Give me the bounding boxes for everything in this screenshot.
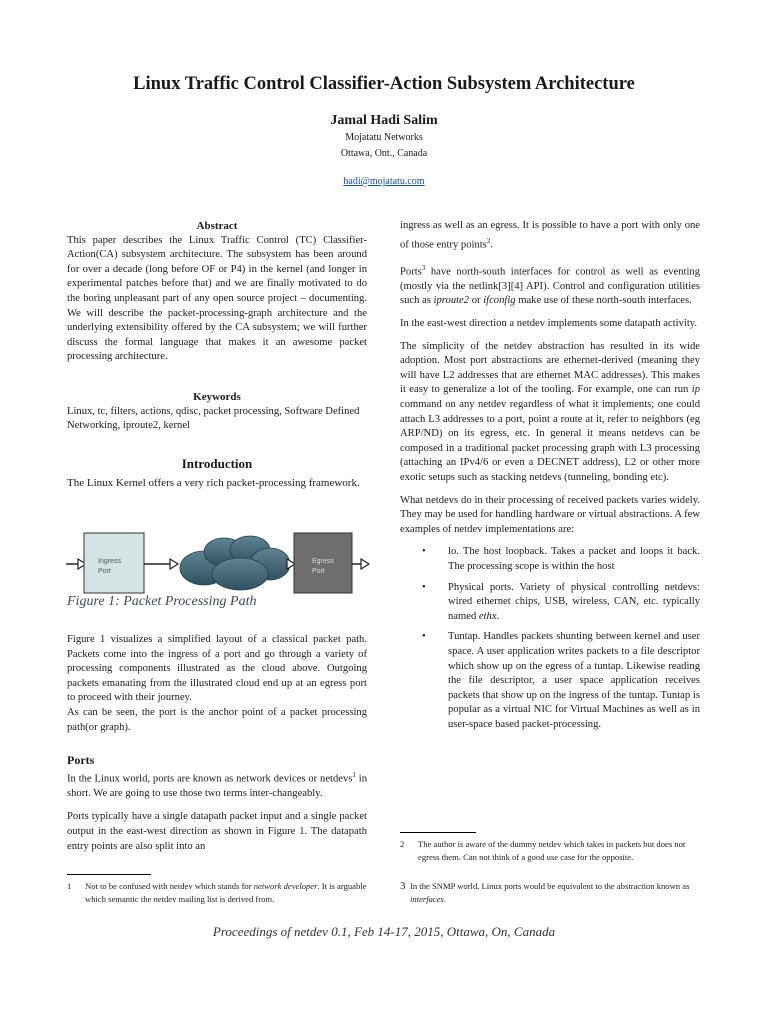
exit-arrow-icon	[352, 559, 369, 569]
bullet-icon: •	[422, 581, 426, 593]
right-paragraph-4: The simplicity of the netdev abstraction has resulted in its wide adoption. Most port abstractions are ethernet-derived (meaning they will have L2 addresses that are ethernet MAC addresses). This makes it easy to generalize a lot of the tooling. For example, one can run ip command on any netdev regardless of what it implements; one could attach L3 addresses to a port, point a route at it, refer to neighbors (eg ARP/ND) on its egress, etc. In general it means netdevs can be composed in a traditional packet processing graph with L3 processing (attaching an IPv4/6 or even a DECNET address), L2 or other more exotic setups such as stacking netdevs (tunneling, bonding etc).	[400, 340, 700, 483]
bullet-icon: •	[422, 546, 426, 558]
keywords-section	[67, 390, 367, 434]
intro-continued	[67, 633, 367, 735]
ports-section	[67, 753, 367, 854]
list-item: • lo. The host loopback. Takes a packet and loops it back. The processing scope is within the host	[422, 545, 700, 574]
right-paragraph-1: ingress as well as an egress. It is possible to have a port with only one of those entry points$^2$.	[400, 220, 700, 251]
bullet-icon: •	[422, 631, 426, 643]
introduction-section	[67, 457, 367, 490]
processing-cloud-icon	[180, 536, 290, 590]
right-paragraph-3: In the east-west direction a netdev implements some datapath activity.	[400, 318, 698, 330]
abstract-heading: Abstract	[196, 220, 238, 232]
anchor-point-paragraph: As can be seen, the port is the anchor point of a packet processing path(or graph).	[67, 706, 367, 733]
ports-paragraph-1: In the Linux world, ports are known as network devices or netdevs$^1$ in short. We are going to use those two terms inter-changeably.	[67, 770, 368, 799]
right-paragraph-5: What netdevs do in their processing of received packets varies widely. They may be used for handling hardware or virtual abstractions. A few examples of netdev implementations are:	[400, 494, 700, 535]
keywords-text: Linux, tc, filters, actions, qdisc, packet processing, Software Defined Networking, iproute2, kernel	[67, 405, 360, 432]
right-paragraph-2: Ports$^3$ have north-south interfaces for control as well as eventing (mostly via the netlink[3][4] API). Control and configuration utilities such as iproute2 or ifconfig make use of these north-south interfaces.	[400, 263, 700, 307]
introduction-paragraph: The Linux Kernel offers a very rich packet-processing framework.	[67, 476, 360, 489]
list-item: • Tuntap. Handles packets shunting between kernel and user space. A user application writes packets to a file descriptor which show up on the egress of a tuntap. Likewise reading the file descriptor, a user space application receives packets that show up on the ingress of the tuntap. Tuntap is popular as a virtual NIC for Virtual Machines as well as in user-space based packet-processing.	[422, 630, 700, 732]
keywords-heading: Keywords	[193, 391, 241, 403]
list-item: • Physical ports. Variety of physical controlling netdevs: wired ethernet chips, USB, wireless, CAN, etc. typically named ethx.	[422, 581, 700, 625]
ingress-label-1: Ingress	[98, 558, 121, 565]
ingress-label-2: Port	[98, 568, 111, 575]
email-link[interactable]: hadi@mojatatu.com	[343, 176, 425, 187]
figure-caption: Figure 1: Packet Processing Path	[67, 594, 257, 609]
footnote-1: 1 Not to be confused with netdev which stands for network developer. It is arguable which semantic the netdev mailing list is derived from.	[67, 881, 367, 904]
footnote-2: 2 The author is aware of the dummy netdev which takes in packets but does not egress them. Can not think of a good use case for the opposite.	[400, 839, 686, 862]
figure-diagram	[64, 528, 372, 596]
figure-packet-path	[64, 528, 372, 596]
egress-label-2: Port	[312, 568, 325, 575]
author-email[interactable]	[0, 176, 768, 187]
abstract-text: This paper describes the Linux Traffic Control (TC) Classifier-Action(CA) subsystem architecture. The subsystem has been around for over a decade (long before OF or P4) in the kernel (and longer in experimental patches before that) and we are finally motivated to do the boring unpleasant part of any open source project – documenting. We will describe the packet-processing-graph architecture and the underlying extensibility offered by the CA subsystem; we will further discuss the formal language that makes it an awesome packet processing architecture.	[67, 234, 367, 363]
footnote-3: 3 In the SNMP world, Linux ports would be equivalent to the abstraction known as interfaces.	[400, 880, 690, 904]
paper-title: Linux Traffic Control Classifier-Action Subsystem Architecture	[133, 74, 635, 94]
right-column	[400, 219, 700, 732]
footnote-divider-left	[67, 874, 151, 875]
netdev-bullet-list	[400, 545, 700, 732]
middle-arrow-icon	[144, 559, 178, 569]
ports-heading: Ports	[67, 753, 95, 767]
author-name: Jamal Hadi Salim	[330, 113, 438, 128]
figure-description-paragraph: Figure 1 visualizes a simplified layout of a classical packet path. Packets come into the ingress of a port and go through a variety of processing components illustrated as the cloud above. Outgoing packets emanating from the illustrated cloud end up at an egress port to proceed with their journey.	[67, 634, 367, 704]
proceedings-footer: Proceedings of netdev 0.1, Feb 14-17, 2015, Ottawa, On, Canada	[212, 924, 556, 939]
egress-label-1: Egress	[312, 558, 334, 565]
author-location: Ottawa, Ont., Canada	[340, 148, 428, 159]
introduction-heading: Introduction	[181, 456, 253, 471]
left-arrow-icon	[66, 559, 86, 569]
abstract-section	[67, 219, 367, 365]
author-organization: Mojatatu Networks	[345, 132, 423, 143]
ports-paragraph-2: Ports typically have a single datapath packet input and a single packet output in the east-west direction as shown in Figure 1. The datapath entry points are also split into an	[67, 811, 367, 852]
footnote-divider-right	[400, 832, 476, 833]
